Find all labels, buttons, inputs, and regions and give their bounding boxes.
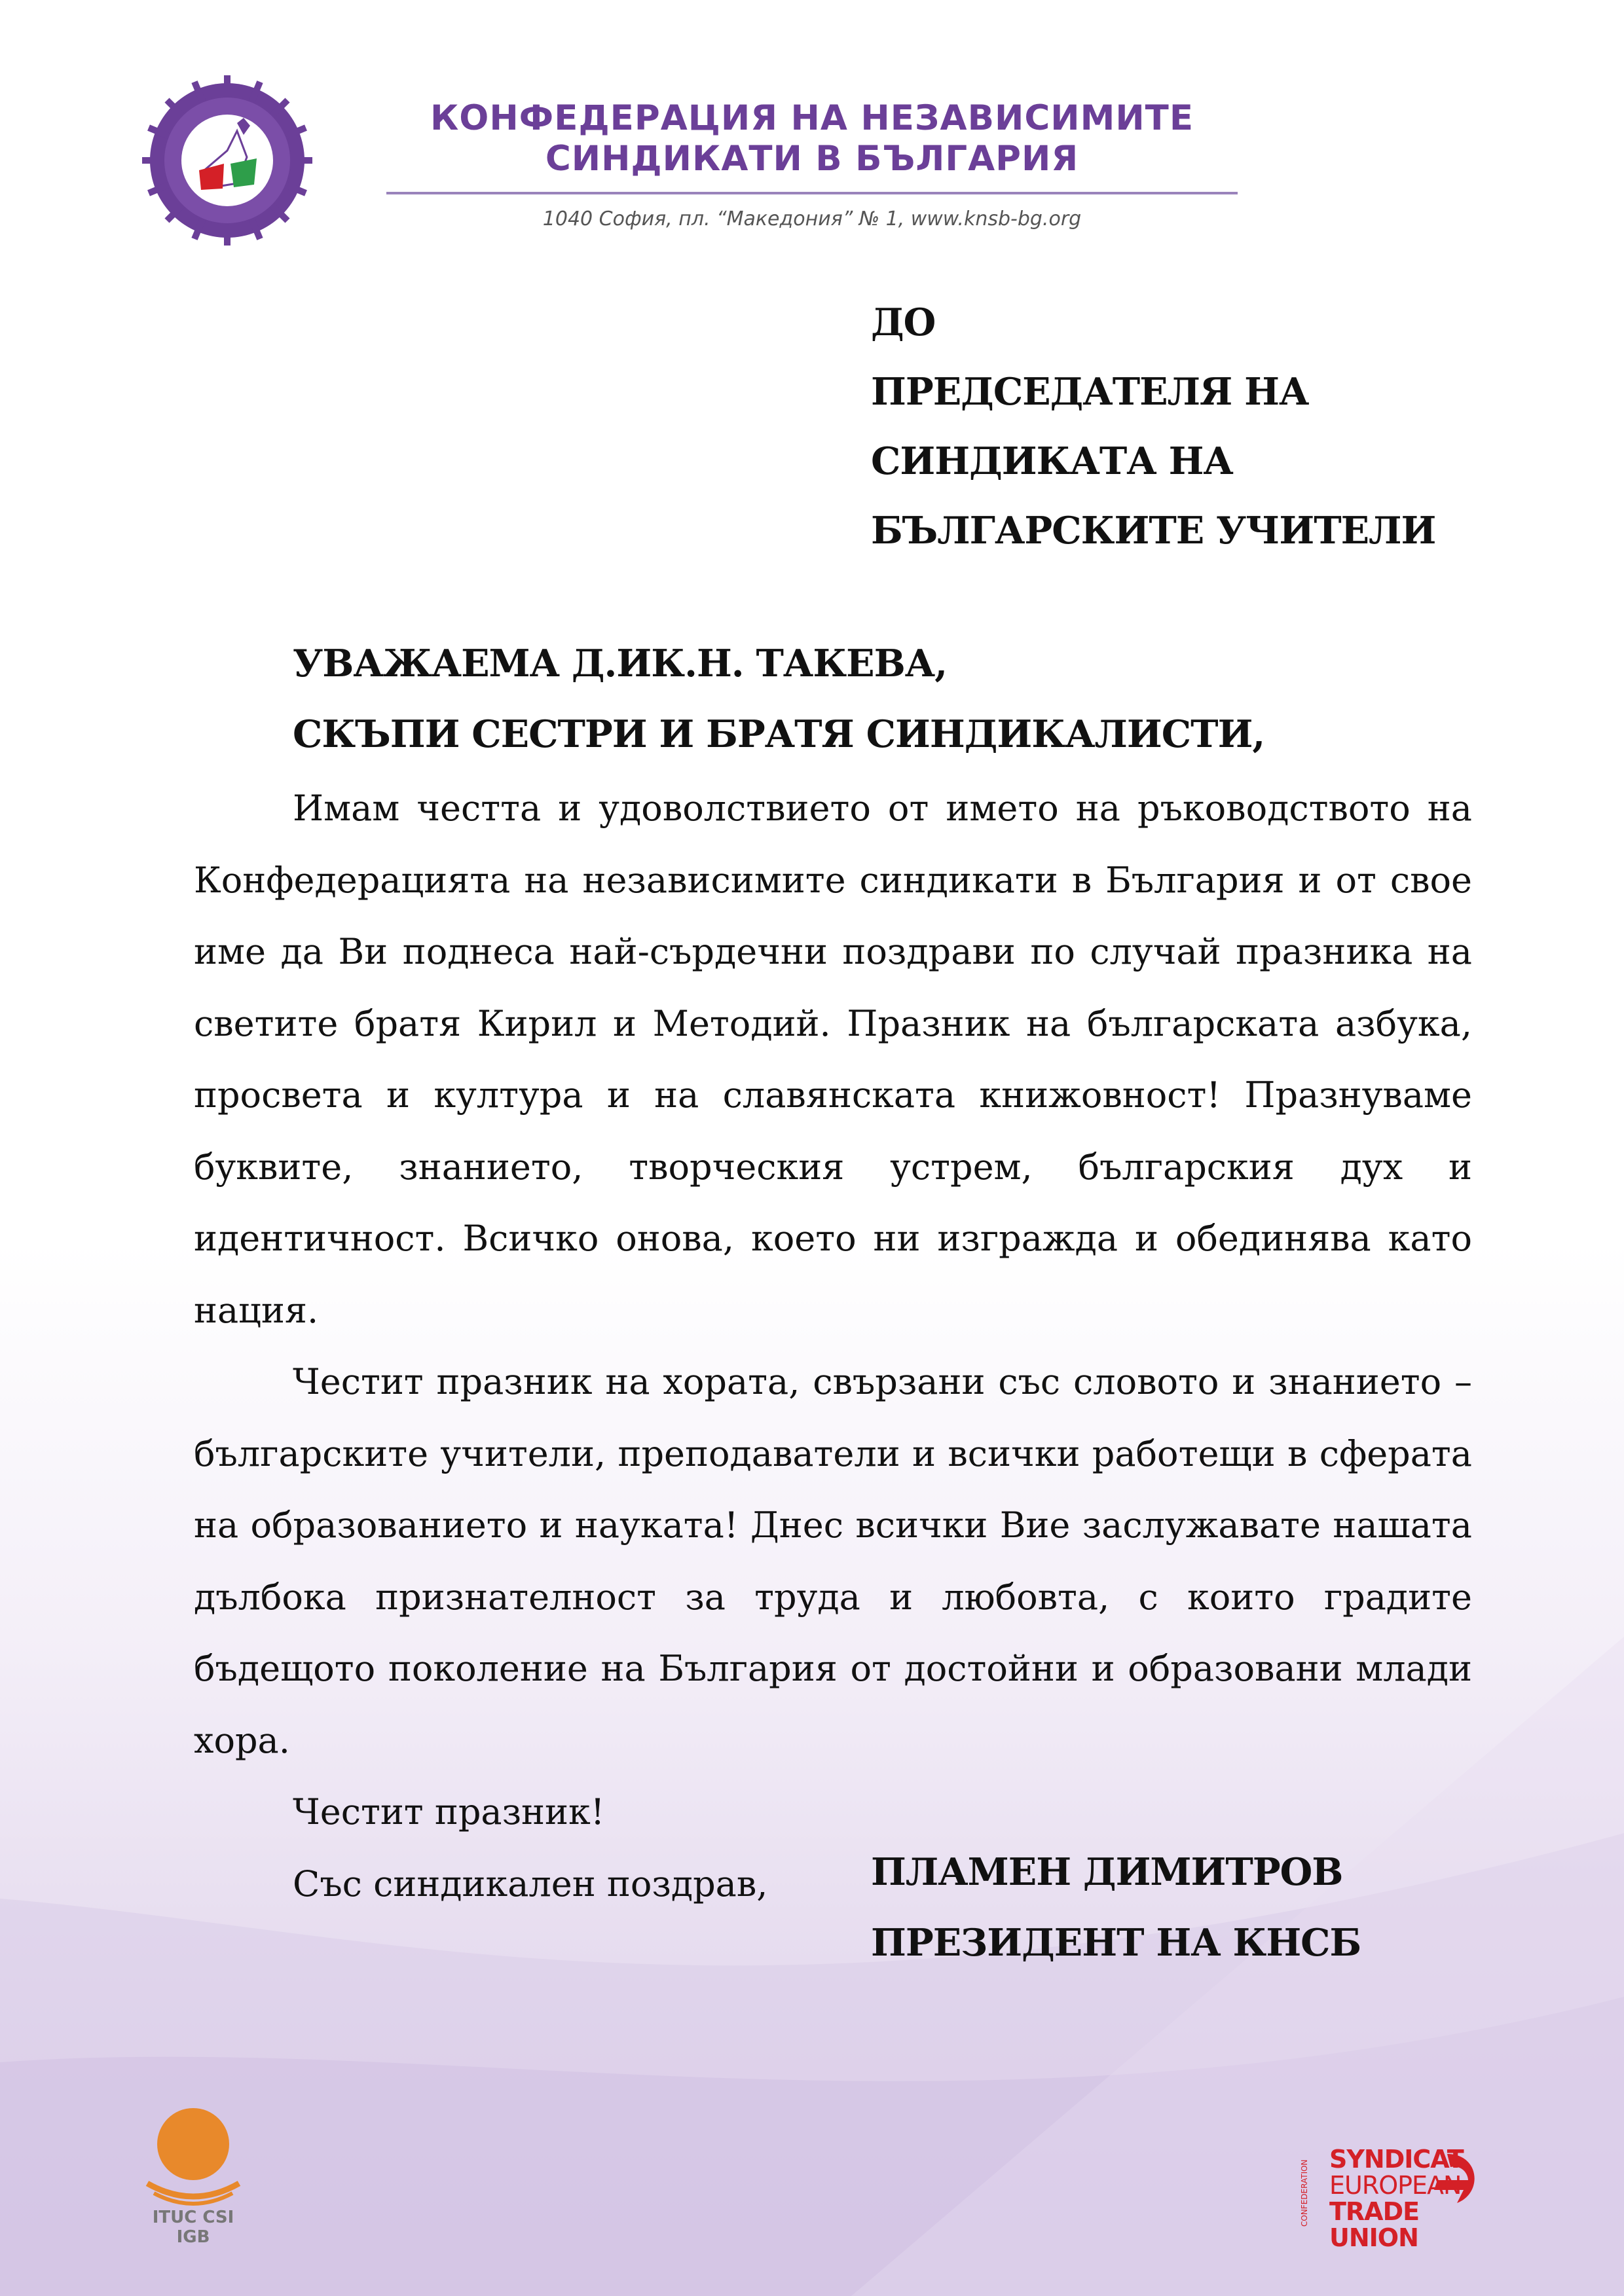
body-paragraph-1: Имам честта и удоволствието от името на ръководството на Конфедерацията на независимите синдикати в България и от свое име да Ви поднеса най-сърдечни поздрави по случай празника на светите братя Кирил и Методий. Празник на българската азбука, просвета и култура и на славянската книжовност! Празнуваме буквите, знанието, творческия устрем, българския дух и идентичност. Всичко онова, което ни изгражда и обединява като нация. <box>194 788 1472 1331</box>
etuc-line1: SYNDICAT <box>1329 2145 1464 2174</box>
ituc-logo-label: ITUC CSI IGB <box>152 2208 234 2247</box>
greeting-block <box>293 629 1471 770</box>
header-divider <box>386 192 1238 194</box>
addressee-line1: ДО <box>871 301 936 344</box>
signatory-name: ПЛАМЕН ДИМИТРОВ <box>871 1850 1343 1894</box>
letter-body <box>194 773 1472 1920</box>
closing-line-1: Честит празник! <box>293 1791 605 1832</box>
etuc-logo-text <box>1329 2146 1473 2251</box>
signatory-title: ПРЕЗИДЕНТ НА КНСБ <box>871 1921 1361 1965</box>
organization-address: 1040 София, пл. “Македония” № 1, www.knsb-bg.org <box>542 208 1082 230</box>
etuc-line3: TRADE UNION <box>1329 2197 1420 2252</box>
addressee-block <box>871 288 1526 566</box>
addressee-line2: ПРЕДСЕДАТЕЛЯ НА <box>871 370 1309 414</box>
greeting-line2: СКЪПИ СЕСТРИ И БРАТЯ СИНДИКАЛИСТИ, <box>293 712 1265 756</box>
addressee-line3: СИНДИКАТА НА <box>871 439 1233 483</box>
addressee-line4: БЪЛГАРСКИТЕ УЧИТЕЛИ <box>871 509 1436 553</box>
closing-line-2: Със синдикален поздрав, <box>293 1863 768 1904</box>
organization-name-line1: КОНФЕДЕРАЦИЯ НА НЕЗАВИСИМИТЕ <box>430 98 1194 138</box>
knsb-emblem-icon <box>139 72 316 249</box>
signature-block <box>871 1837 1526 1978</box>
greeting-line1: УВАЖАЕМА Д.ИК.Н. ТАКЕВА, <box>293 642 948 685</box>
organization-name <box>386 98 1238 179</box>
etuc-line2: EUROPEAN <box>1329 2171 1462 2200</box>
etuc-side-text: CONFEDERATION <box>1300 2159 1309 2227</box>
organization-name-line2: СИНДИКАТИ В БЪЛГАРИЯ <box>545 139 1079 179</box>
body-paragraph-2: Честит празник на хората, свързани със словото и знанието – българските учители, преподаватели и всички работещи в сферата на образованието и науката! Днес всички Вие заслужавате нашата дълбока признателност за труда и любовта, с които градите бъдещото поколение на България от достойни и образовани млади хора. <box>194 1361 1472 1761</box>
